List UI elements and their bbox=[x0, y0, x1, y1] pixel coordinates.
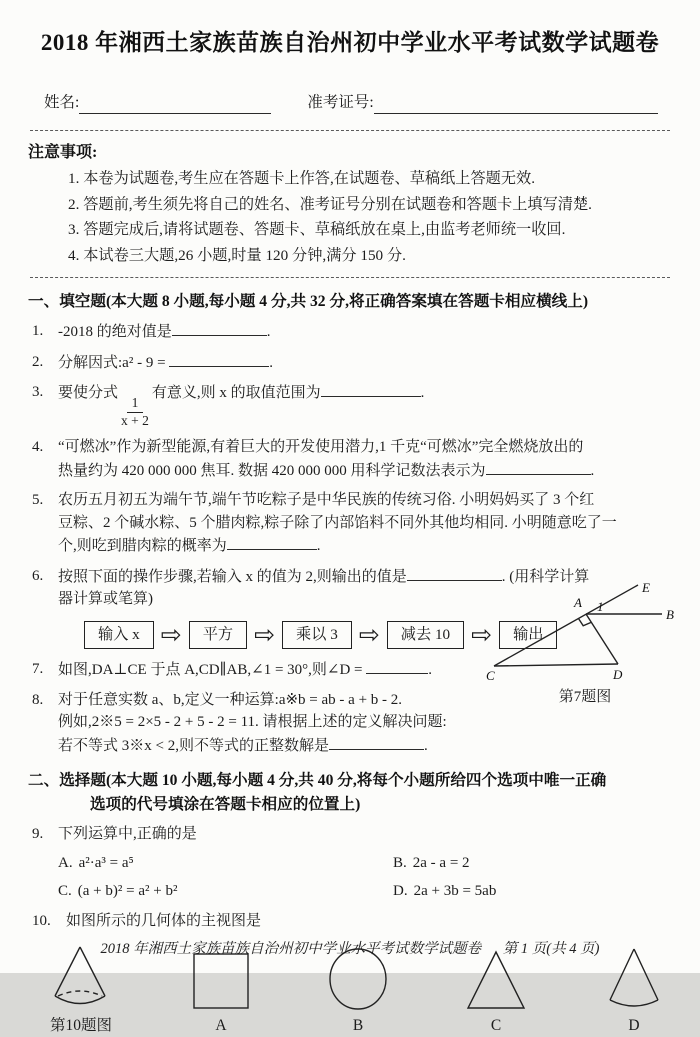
name-blank-line bbox=[79, 98, 271, 114]
option-d-label: D bbox=[628, 1017, 640, 1035]
question-line: 豆粽、2 个碱水粽、5 个腊肉粽,粽子除了内部馅料不同外其他均相同. 小明随意吃了一 bbox=[58, 514, 617, 531]
point-label-a: A bbox=[574, 595, 582, 610]
option-text: 2a - a = 2 bbox=[412, 854, 470, 871]
ticket-label: 准考证号: bbox=[307, 93, 374, 111]
section2-heading-line1: 二、选择题(本大题 10 小题,每小题 4 分,共 40 分,将每个小题所给四个选项中唯一正确 bbox=[28, 772, 607, 790]
page-title: 2018 年湘西土家族苗族自治州初中学业水平考试数学试题卷 bbox=[40, 30, 660, 55]
q10-option-a-figure bbox=[190, 950, 252, 1037]
answer-blank bbox=[366, 658, 428, 674]
question-text bbox=[58, 658, 510, 682]
point-label-e: E bbox=[642, 580, 650, 595]
triangle-diagram bbox=[482, 580, 688, 684]
question-text-run: 分解因式:a² - 9 = bbox=[58, 354, 166, 371]
question-text-run: 要使分式 bbox=[58, 385, 119, 402]
question-text-run: 按照下面的操作步骤,若输入 x 的值为 2,则输出的值是 bbox=[58, 568, 407, 585]
question-3 bbox=[28, 381, 672, 429]
question-text-run: 若不等式 3※x < 2,则不等式的正整数解是 bbox=[58, 737, 329, 754]
ticket-blank-line bbox=[374, 98, 658, 114]
section1-heading: 一、填空题(本大题 8 小题,每小题 4 分,共 32 分,将正确答案填在答题卡相应横线上) bbox=[28, 292, 589, 310]
question-number: 3. bbox=[32, 384, 44, 401]
flow-box-multiply: 乘以 3 bbox=[282, 621, 352, 650]
answer-blank bbox=[486, 459, 591, 475]
angle-1-label: 1 bbox=[597, 599, 604, 614]
notice-item: 2. 答题前,考生须先将自己的姓名、准考证号分别在试题卷和答题卡上填写清楚. bbox=[68, 195, 592, 213]
question-text-run: -2018 的绝对值是 bbox=[58, 324, 172, 341]
flow-box-square: 平方 bbox=[189, 621, 247, 650]
period: . bbox=[420, 385, 425, 402]
option-label: C. bbox=[58, 883, 72, 900]
question-line: 下列运算中,正确的是 bbox=[58, 826, 197, 843]
fraction-denominator: x + 2 bbox=[121, 413, 149, 429]
period: . bbox=[590, 462, 595, 479]
answer-blank bbox=[172, 320, 267, 336]
right-arrow-icon: ⇨ bbox=[160, 620, 182, 650]
dashed-separator bbox=[30, 277, 670, 278]
right-arrow-icon: ⇨ bbox=[471, 620, 493, 650]
question-line bbox=[58, 734, 510, 758]
question-10 bbox=[28, 910, 672, 933]
question-number: 9. bbox=[32, 826, 44, 843]
flow-box-subtract: 减去 10 bbox=[387, 621, 464, 650]
section2-heading bbox=[28, 769, 672, 816]
option-label: D. bbox=[393, 883, 408, 900]
question-number: 7. bbox=[32, 661, 44, 678]
option-c-label: C bbox=[490, 1017, 502, 1035]
option-a-label: A bbox=[215, 1017, 227, 1035]
option-label: A. bbox=[58, 854, 73, 871]
question-line: 对于任意实数 a、b,定义一种运算:a※b = ab - a + b - 2. bbox=[58, 691, 403, 708]
notice-item: 3. 答题完成后,请将试题卷、答题卡、草稿纸放在桌上,由监考老师统一收回. bbox=[68, 221, 566, 239]
q10-source-figure-label: 第10题图 bbox=[49, 1017, 112, 1035]
question-text: 如图所示的几何体的主视图是 bbox=[66, 912, 262, 929]
question-line: “可燃冰”作为新型能源,有着巨大的开发使用潜力,1 千克“可燃冰”完全燃烧放出的 bbox=[58, 439, 584, 456]
point-label-b: B bbox=[666, 607, 674, 622]
question-text bbox=[58, 320, 672, 344]
question-line bbox=[58, 534, 672, 558]
option-b-label: B bbox=[352, 1017, 364, 1035]
question-line: 器计算或笔算) bbox=[58, 591, 153, 608]
question-5 bbox=[28, 489, 672, 558]
option-a bbox=[58, 852, 393, 875]
notice-item: 1. 本卷为试题卷,考生应在答题卡上作答,在试题卷、草稿纸上答题无效. bbox=[68, 169, 536, 187]
question-text bbox=[58, 689, 510, 758]
option-d bbox=[393, 880, 672, 903]
flow-box-input: 输入 x bbox=[84, 621, 154, 650]
period: . bbox=[423, 737, 428, 754]
period: . bbox=[266, 324, 271, 341]
q9-options bbox=[58, 852, 672, 903]
question-1 bbox=[28, 320, 672, 344]
question-line: 农历五月初五为端午节,端午节吃粽子是中华民族的传统习俗. 小明妈妈买了 3 个红 bbox=[58, 492, 595, 509]
question-4 bbox=[28, 436, 672, 482]
flow-box-output: 输出 bbox=[499, 621, 557, 650]
question-text-run: 如图,DA⊥CE 于点 A,CD∥AB,∠1 = 30°,则∠D = bbox=[58, 662, 363, 679]
point-label-c: C bbox=[486, 668, 495, 683]
period: . bbox=[428, 662, 433, 679]
question-text-run: 个,则吃到腊肉粽的概率为 bbox=[58, 538, 227, 555]
q7-figure-caption: 第7题图 bbox=[558, 689, 612, 705]
option-text: (a + b)² = a² + b² bbox=[77, 883, 178, 900]
answer-blank bbox=[321, 381, 421, 397]
answer-blank bbox=[227, 534, 317, 550]
question-number: 4. bbox=[32, 439, 44, 456]
option-label: B. bbox=[393, 854, 407, 871]
fraction bbox=[121, 396, 149, 429]
section2-heading-line2: 选项的代号填涂在答题卡相应的位置上) bbox=[90, 795, 361, 813]
option-text: a²·a³ = a⁵ bbox=[78, 854, 134, 871]
footer-title: 2018 年湘西土家族苗族自治州初中学业水平考试数学试题卷 bbox=[100, 941, 482, 958]
question-number: 10. bbox=[32, 912, 51, 929]
point-label-d: D bbox=[613, 667, 623, 682]
notice-heading: 注意事项: bbox=[28, 143, 98, 161]
answer-blank bbox=[329, 734, 424, 750]
question-number: 2. bbox=[32, 353, 44, 370]
answer-blank bbox=[407, 565, 502, 581]
question-text bbox=[58, 381, 672, 429]
question-text bbox=[58, 436, 672, 482]
question-text bbox=[58, 823, 672, 903]
period: . bbox=[316, 538, 321, 555]
dashed-separator bbox=[30, 130, 670, 131]
notice-item: 4. 本试卷三大题,26 小题,时量 120 分钟,满分 150 分. bbox=[68, 247, 406, 265]
q10-option-c-figure bbox=[464, 948, 528, 1037]
question-number: 8. bbox=[32, 691, 44, 708]
fraction-numerator: 1 bbox=[127, 396, 144, 413]
name-label: 姓名: bbox=[44, 93, 80, 111]
candidate-info-row bbox=[44, 91, 658, 114]
question-9 bbox=[28, 823, 672, 903]
q7-geometry-figure bbox=[482, 580, 688, 709]
option-c bbox=[58, 880, 393, 903]
right-arrow-icon: ⇨ bbox=[254, 620, 276, 650]
question-number: 1. bbox=[32, 323, 44, 340]
footer-page-number: 第 1 页(共 4 页) bbox=[502, 941, 600, 958]
question-number: 5. bbox=[32, 492, 44, 509]
question-line: 例如,2※5 = 2×5 - 2 + 5 - 2 = 11. 请根据上述的定义解决问题: bbox=[58, 714, 447, 731]
question-text bbox=[58, 351, 672, 375]
question-number: 6. bbox=[32, 567, 44, 584]
page-footer bbox=[0, 939, 700, 961]
question-text bbox=[58, 489, 672, 558]
option-b bbox=[393, 852, 672, 875]
period: . bbox=[269, 354, 274, 371]
question-text-run: 热量约为 420 000 000 焦耳. 数据 420 000 000 用科学记数法表示为 bbox=[58, 462, 486, 479]
question-line bbox=[58, 459, 672, 483]
option-text: 2a + 3b = 5ab bbox=[413, 883, 497, 900]
right-arrow-icon: ⇨ bbox=[358, 620, 380, 650]
question-2 bbox=[28, 351, 672, 375]
answer-blank bbox=[169, 351, 269, 367]
question-text-run: . (用科学计算 bbox=[501, 568, 590, 585]
question-text-run: 有意义,则 x 的取值范围为 bbox=[151, 385, 321, 402]
